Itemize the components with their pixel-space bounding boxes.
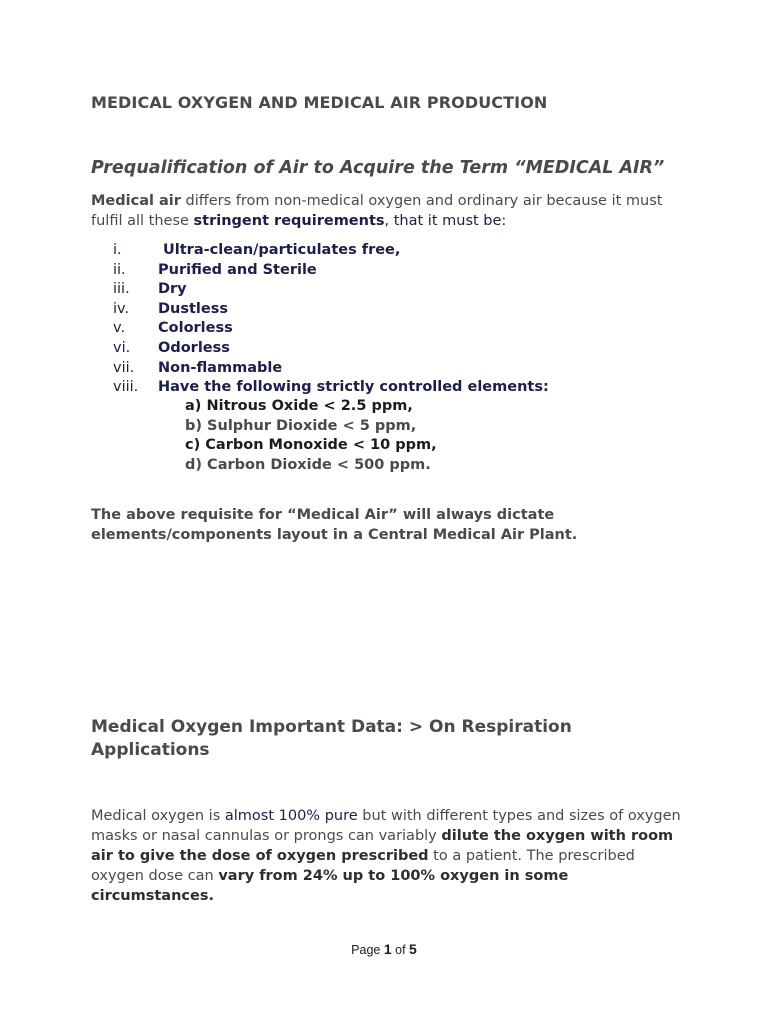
requisite-note: The above requisite for “Medical Air” will always dictate elements/components layout in a Central Medical Air Plant. <box>91 507 578 543</box>
list-item: b) Sulphur Dioxide < 5 ppm, <box>185 417 417 434</box>
list-item-text: Non-flammable <box>158 359 283 376</box>
oxygen-text-3: but with different types and sizes of oxygen masks or nasal cannulas or prongs can variably <box>91 808 681 844</box>
oxygen-text-6: vary from 24% up to 100% oxygen in some circumstances. <box>91 868 569 904</box>
document-title: MEDICAL OXYGEN AND MEDICAL AIR PRODUCTION <box>91 93 548 112</box>
total-pages-number: 5 <box>409 941 417 957</box>
list-item-text: Purified and Sterile <box>158 261 317 278</box>
page-label: Page <box>351 943 384 957</box>
list-item-text: Ultra-clean/particulates free, <box>163 242 401 258</box>
list-item-text: Have the following strictly controlled elements: <box>158 379 549 396</box>
list-item-number: iv. <box>113 300 130 317</box>
intro-paragraph <box>91 191 691 231</box>
page-footer <box>0 941 768 957</box>
list-item: a) Nitrous Oxide < 2.5 ppm, <box>185 398 413 414</box>
list-item-number: vii. <box>113 359 135 376</box>
intro-bold-mid: stringent requirements <box>193 213 385 229</box>
list-item-number: v. <box>113 320 126 337</box>
list-item-text: Colorless <box>158 320 233 337</box>
intro-text-1: differs from non-medical oxygen and ordinary air because it must fulfil all these <box>91 193 663 229</box>
section-subtitle: Prequalification of Air to Acquire the Term “MEDICAL AIR” <box>91 158 665 178</box>
oxygen-text-4: dilute the oxygen with room air to give the dose of oxygen prescribed <box>91 828 674 864</box>
oxygen-text-2: almost 100% pure <box>224 808 358 824</box>
list-item-number: vi. <box>113 339 131 356</box>
oxygen-text-1: Medical oxygen is <box>91 808 225 824</box>
list-item-number: iii. <box>113 281 130 298</box>
controlled-elements-list <box>185 397 437 475</box>
list-item-text: Odorless <box>158 339 230 356</box>
oxygen-text-5: to a patient. The prescribed oxygen dose can <box>91 848 635 884</box>
of-label: of <box>391 943 410 957</box>
intro-bold-start: Medical air <box>91 193 181 209</box>
list-item: c) Carbon Monoxide < 10 ppm, <box>185 437 437 454</box>
list-item: d) Carbon Dioxide < 500 ppm. <box>185 456 431 473</box>
current-page-number: 1 <box>383 941 392 957</box>
list-item-number: viii. <box>113 379 139 396</box>
list-item-text: Dustless <box>158 300 228 317</box>
oxygen-paragraph <box>91 806 691 906</box>
list-item-number: i. <box>113 242 122 258</box>
list-item-number: ii. <box>113 261 126 278</box>
section-heading: Medical Oxygen Important Data: > On Respiration Applications <box>91 717 572 760</box>
list-item-text: Dry <box>158 281 187 298</box>
intro-text-2: , that it must be: <box>384 213 507 229</box>
